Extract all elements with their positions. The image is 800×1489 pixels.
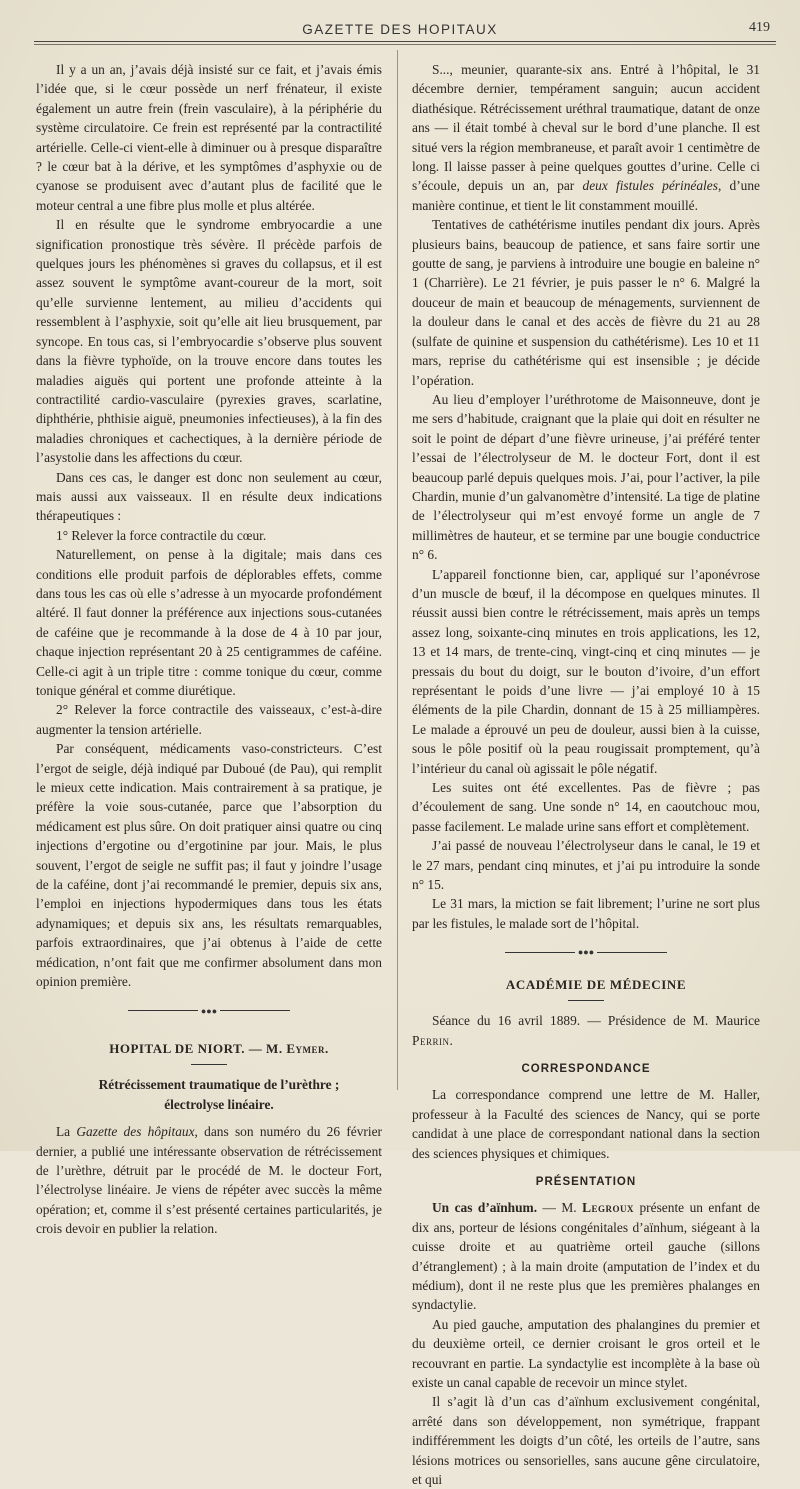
italic-term: deux fistules périnéales <box>582 178 718 194</box>
paragraph: 2° Relever la force contractile des vaisseaux, c’est-à-dire augmenter la tension artérielle. <box>36 702 382 737</box>
paragraph: 1° Relever la force contractile du cœur. <box>56 527 267 543</box>
section-separator: ●●● <box>36 1002 382 1021</box>
text-span: — M. <box>537 1200 583 1216</box>
text-span: , d’une manière continue, et tient le lit constamment mouillé. <box>412 178 760 213</box>
section-separator: ●●● <box>412 943 760 962</box>
paragraph: Il s’agit là d’un cas d’aïnhum exclusivement congénital, arrêté dans son développement, non symétrique, frappant indifféremment les doigts d’un côté, les orteils de l’autre, sans lésions motrices ou sensorielles, sans aucune gêne circulatoire, et qui <box>412 1394 760 1488</box>
paragraph: Il y a un an, j’avais déjà insisté sur ce fait, et j’avais émis l’idée que, si le cœur possède un nerf frénateur, il existe également un autre frein (frein vasculaire), à la périphérie du système circulatoire. Ce frein est représenté par la contractilité artérielle. Celle-ci vient-elle à diminuer ou à presque disparaître ? le cœur bat à la dérive, et les symptômes d’asphyxie ou de cyanose se produisent avec d’autant plus de facilité que le moteur central a une fibre plus molle et plus altérée. <box>36 62 382 213</box>
header-rule <box>34 41 776 42</box>
academy-title: ACADÉMIE DE MÉDECINE <box>505 976 687 992</box>
correspondence-heading: CORRESPONDANCE <box>521 1062 651 1075</box>
short-rule <box>191 1064 227 1065</box>
column-divider <box>397 50 398 1090</box>
section-title <box>36 1039 382 1058</box>
presentation-title: Un cas d’aïnhum. <box>432 1200 538 1216</box>
text-span: présente un enfant de dix ans, porteur de lésions congénitales d’aïnhum, siégeant à la cuisse droite et au quatrième orteil gauche (sillons d’étranglement) ; à la main droite (amputation de l’index et du médium), dont il ne reste plus que les premières phalanges en syndactylie. <box>412 1200 760 1313</box>
paragraph: Il en résulte que le syndrome embryocardie a une signification pronostique très sévère. Il précède parfois de quelques jours les phénomènes si graves du collapsus, et il est assez souvent le symptôme avant-coureur de la mort, soit qu’elle survienne lentement, au milieu d’accidents qui ressemblent à l’asphyxie, soit qu’elle ait lieu brusquement, par syncope. En tous cas, si l’embryocardie s’observe plus souvent dans la fièvre typhoïde, on la trouve encore dans toutes les maladies aiguës qui portent une profonde atteinte à la contractilité cardio-vasculaire (pyrexies graves, scarlatine, diphthérie, phthisie aiguë, pneumonies infectieuses), à la fin des maladies chroniques et cachectiques, à la dernière période de l’asystolie dans les affections du cœur. <box>36 217 382 466</box>
running-header: GAZETTE DES HOPITAUX <box>302 22 498 37</box>
journal-name: Gazette des hôpitaux <box>76 1124 195 1140</box>
paragraph: Naturellement, on pense à la digitale; mais dans ces conditions elle produit parfois de déplorables effets, comme dans tous les cas où elle s’adresse à un myocarde profondément altéré. Il faut donner la préférence aux injections sous-cutanées de caféine que je recommande à la dose de 4 à 10 par jour, chaque injection représentant 20 à 25 centigrammes de caféine. Celle-ci agit à un triple titre : comme tonique du cœur, comme tonique général et comme diurétique. <box>36 547 382 698</box>
page-number: 419 <box>749 20 770 35</box>
text-span: S..., meunier, quarante-six ans. Entré à l’hôpital, le 31 décembre dernier, tempérament sanguin; aucun accident diathésique. Rétrécissement uréthral traumatique, datant de onze ans — il était tombé à cheval sur le bord d’une planche. Il est situé vers la région membraneuse, et paraît avoir 1 centimètre de long. Il laisse passer à peine quelques gouttes d’urine. Celle ci s’écoule, depuis un an, par <box>412 62 760 194</box>
short-rule <box>568 1000 604 1001</box>
text-span: Séance du 16 avril 1889. — Présidence de M. Maurice <box>432 1013 760 1029</box>
article-title-line-2: électrolyse linéaire. <box>164 1096 274 1112</box>
paragraph: Le 31 mars, la miction se fait librement; l’urine ne sort plus par les fistules, le malade sort de l’hôpital. <box>412 896 760 931</box>
right-column <box>412 60 760 1489</box>
paragraph: J’ai passé de nouveau l’électrolyseur dans le canal, le 19 et le 27 mars, pendant cinq minutes, et j’ai pu introduire la sonde n° 15. <box>412 838 760 893</box>
president-name: Perrin. <box>412 1032 454 1048</box>
header-rule-secondary <box>34 44 776 45</box>
paragraph: Au lieu d’employer l’uréthrotome de Maisonneuve, dont je me sers d’habitude, craignant que la plaie qui doit en résulter ne soit le point de départ d’une fièvre urineuse, j’ai préféré tenter l’essai de l’électrolyseur de M. le docteur Fort, dont il est beaucoup parlé depuis quelques mois. J’ai, pour l’activer, la pile Chardin, munie d’un galvanomètre d’intensité. La tige de platine de l’électrolyseur qui m’est envoyé forme un angle de 7 millimètres de hauteur, et se termine par une bougie conductrice n° 6. <box>412 391 760 563</box>
paragraph: La correspondance comprend une lettre de M. Haller, professeur à la Faculté des sciences de Nancy, qui se porte candidat à une place de correspondant national dans la section des sciences physiques et chimiques. <box>412 1087 760 1161</box>
paragraph: L’appareil fonctionne bien, car, appliqué sur l’aponévrose d’un muscle de bœuf, il la décompose en quelques minutes. Il réussit aussi bien contre le rétrécissement, mais après un temps assez long, soixante-cinq minutes en trois applications, les 12, 13 et 14 mars, de trente-cinq, vingt-cinq et cinq minutes — je pressais du bout du doigt, sur le bouton d’ivoire, d’un effort représentant le poids d’une livre — j’ai employé 10 à 15 éléments de la pile Chardin, donnant de 15 à 25 milliampères. Le malade a éprouvé un peu de douleur, aussi bien à la cuisse, sous le pôle positif où la peau rougissait promptement, qu’à l’intérieur du canal où agissait le pôle négatif. <box>412 566 760 776</box>
paragraph: Les suites ont été excellentes. Pas de fièvre ; pas d’écoulement de sang. Une sonde n° 14, en caoutchouc mou, passe facilement. Le malade urine sans effort et complètement. <box>412 780 760 834</box>
paragraph <box>412 1198 760 1314</box>
text-span: , dans son numéro du 26 février dernier, a publié une intéressante observation de rétrécissement de l’urèthre, détruit par le procédé de M. le docteur Fort, l’électrolyse linéaire. Je viens de répéter avec succès la même opération; et, comme il s’est présenté certaines particularités, je crois devoir en publier la relation. <box>36 1124 382 1237</box>
paragraph: Au pied gauche, amputation des phalangines du premier et du deuxième orteil, ce dernier croisant le gros orteil et le recouvrant en partie. La syndactylie est incomplète à la base où existe un canal capable de recevoir un mince stylet. <box>412 1316 760 1390</box>
section-author: Eymer. <box>286 1040 329 1056</box>
section-title-text: HOPITAL DE NIORT. — M. <box>109 1040 287 1056</box>
paragraph: Tentatives de cathétérisme inutiles pendant dix jours. Après plusieurs bains, beaucoup de patience, et sans faire sortir une goutte de sang, je parviens à introduire une bougie en baleine n° 1 (Charrière). Le 21 février, je puis passer le n° 6. Malgré la douceur de main et beaucoup de ménagements, surviennent de la douleur dans le canal et des accès de fièvre du 21 au 28 (sulfate de quinine et suspension du cathétérisme). Les 10 et 11 mars, reprise du cathétérisme qui est insensible ; je décide l’opération. <box>412 217 760 388</box>
paragraph <box>412 60 760 215</box>
paragraph: Par conséquent, médicaments vaso-constricteurs. C’est l’ergot de seigle, déjà indiqué par Duboué (de Pau), qui remplit le mieux cette indication. Mais contrairement à sa pratique, je préfère la voie sous-cutanée, parce que l’absorption du médicament est plus sûre. On doit pratiquer ainsi quatre ou cinq injections d’ergotine ou d’ergotinine par jour. Mais, le plus souvent, l’ergot de seigle ne suffit pas; il faut y joindre l’usage de la caféine, dont j’ai recommandé le premier, depuis six ans, l’emploi en injections hypodermiques dans tous les états adynamiques; et depuis six ans, les résultats remarquables, parfois extraordinaires, que j’ai obtenus à l’aide de cette médication, n’ont fait que me confirmer absolument dans mon opinion première. <box>36 741 382 990</box>
text-span: La <box>56 1124 77 1140</box>
left-column <box>36 60 382 1239</box>
presenter-name: Legroux <box>582 1200 635 1216</box>
paragraph <box>36 1122 382 1238</box>
presentation-heading: PRÉSENTATION <box>535 1175 637 1188</box>
session-line <box>412 1011 760 1050</box>
paragraph: Dans ces cas, le danger est donc non seulement au cœur, mais aussi aux vaisseaux. Il en résulte deux indications thérapeutiques : <box>36 469 382 524</box>
article-title-line-1: Rétrécissement traumatique de l’urèthre ; <box>98 1077 340 1093</box>
